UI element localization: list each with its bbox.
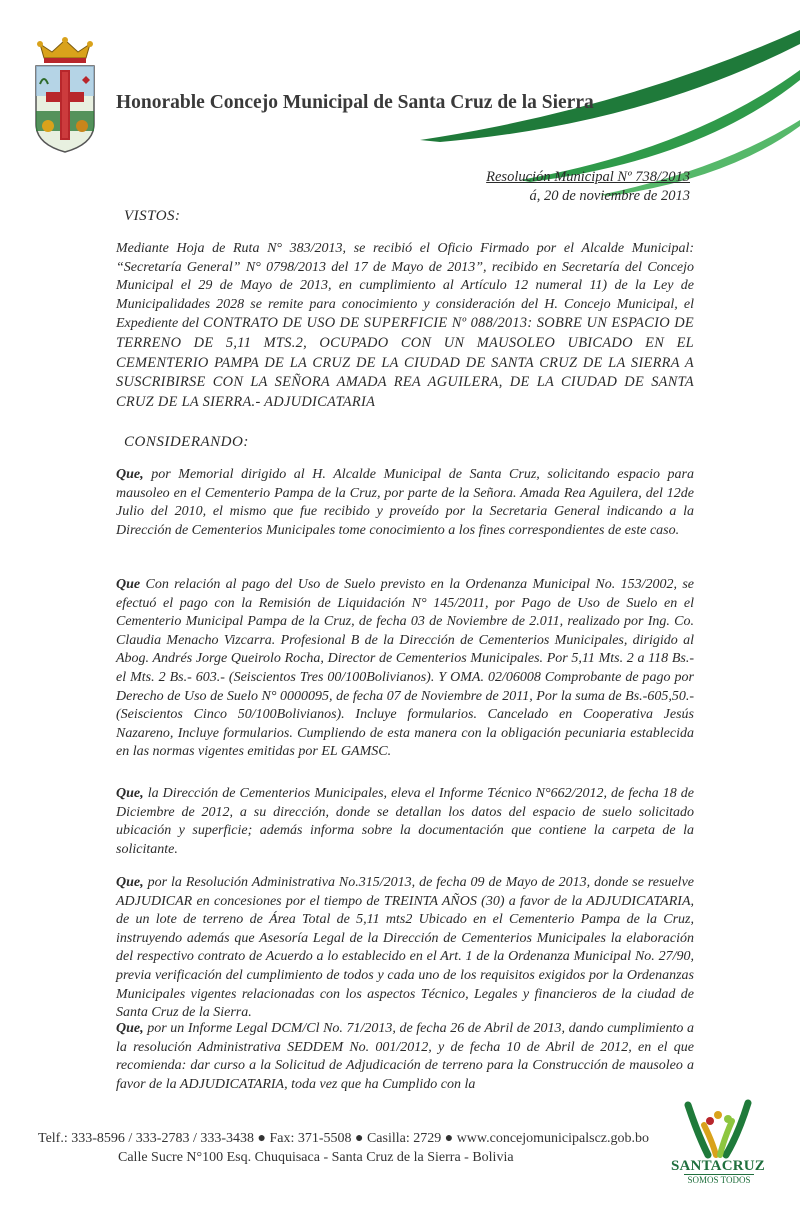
footer-address-line: Calle Sucre N°100 Esq. Chuquisaca - Santa Cruz de la Sierra - Bolivia <box>118 1150 514 1165</box>
council-name: Honorable Concejo Municipal de Santa Cruz de la Sierra <box>116 92 594 113</box>
considerando-paragraph <box>116 1020 694 1094</box>
contract-description: CONTRATO DE USO DE SUPERFICIE Nº 088/2013: SOBRE UN ESPACIO DE TERRENO DE 5,11 MTS.2, OCUPADO CON UN MAUSOLEO UBICADO EN EL CEMENTERIO PAMPA DE LA CRUZ DE LA CIUDAD DE SANTA CRUZ DE LA SIERRA A SUSCRIBIRSE CON LA SEÑORA AMADA REA AGUILERA, DE LA CIUDAD DE SANTA CRUZ DE LA SIERRA.- ADJUDICATARIA <box>116 315 695 410</box>
paragraph-lead: Que <box>116 577 141 592</box>
resolution-number: Resolución Municipal Nº 738/2013 <box>486 169 690 185</box>
santa-cruz-wordmark: SANTACRUZ <box>670 1158 766 1174</box>
vistos-heading: VISTOS: <box>124 208 181 224</box>
paragraph-text: por un Informe Legal DCM/Cl No. 71/2013, de fecha 26 de Abril de 2013, dando cumplimiento a la resolución Administrativa SEDDEM No. 001/2012, y de fecha 10 de Abril de 2012, en el que recomienda: dar curso a la Solicitud de Adjudicación de terreno para la Construcción de mausoleo a favor de la ADJUDICATARIA, toda vez que ha Cumplido con la <box>116 1021 694 1092</box>
considerando-paragraph <box>116 785 694 859</box>
paragraph-lead: Que, <box>116 875 144 890</box>
vistos-paragraph <box>116 240 694 412</box>
coat-of-arms-logo <box>22 36 108 156</box>
paragraph-text: Con relación al pago del Uso de Suelo previsto en la Ordenanza Municipal No. 153/2002, se efectuó el pago con la Remisión de Liquidación N° 145/2011, por Pago de Uso de Suelo en el Cementerio Municipal Pampa de la Cruz, de fecha 03 de Noviembre de 2.011, realizado por Ing. Co. Claudia Menacho Vizcarra. Profesional B de la Dirección de Cementerios Municipales, dirigido al Abog. Andrés Jorge Queirolo Rocha, Director de Cementerios Municipales. Por 5,11 Mts. 2 a 118 Bs.- el Mts. 2 Bs.- 603.- (Seiscientos Tres 00/100Bolivianos). Y OMA. 02/06008 Comprobante de pago por Derecho de Uso de Suelo N° 0000095, de fecha 07 de Noviembre de 2011, Por la suma de Bs.-605,50.- (Seiscientos Cinco 50/100Bolivianos). Incluye formularios. Cancelado en Cooperativa Jesús Nazareno, Incluye formularios. Cumpliendo de esta manera con la obligación pecuniaria establecida en las normas vigentes emitidas por EL GAMSC. <box>116 577 694 760</box>
crown-icon <box>37 37 93 63</box>
footer-contact-line: Telf.: 333-8596 / 333-2783 / 333-3438 ● Fax: 371-5508 ● Casilla: 2729 ● www.concejomunicipalscz.gob.bo <box>38 1131 650 1146</box>
santa-cruz-tagline: SOMOS TODOS <box>684 1174 754 1185</box>
considerando-paragraph <box>116 466 694 540</box>
paragraph-text: por la Resolución Administrativa No.315/2013, de fecha 09 de Mayo de 2013, donde se resuelve ADJUDICAR en concesiones por el tiempo de TREINTA AÑOS (30) a favor de la ADJUDICATARIA, de un lote de terreno de Área Total de 5,11 mts2 Ubicado en el Cementerio Pampa de la Cruz, instruyendo además que Asesoría Legal de la Dirección de Cementerios Municipales la elaboración del respectivo contrato de Acuerdo a lo establecido en el Art. 1 de la Ordenanza Municipal No. 27/90, previa verificación del cumplimiento de todos y cada uno de los requisitos exigidos por la Ordenanzas Municipales vigentes relacionadas con los aspectos Técnico, Legales y financieros de la ciudad de Santa Cruz de la Sierra. <box>116 875 694 1021</box>
paragraph-text: por Memorial dirigido al H. Alcalde Municipal de Santa Cruz, solicitando espacio para mausoleo en el Cementerio Pampa de la Cruz, por parte de la Señora. Amada Rea Aguilera, del 12de Julio del 2010, el mismo que fue recibido y proveído por la Secretaria General indicando a la Dirección de Cementerios Municipales tome conocimiento a los fines correspondientes de este caso. <box>116 467 695 538</box>
considerando-paragraph <box>116 874 694 1023</box>
paragraph-text: la Dirección de Cementerios Municipales, eleva el Informe Técnico N°662/2012, de fecha 18 de Diciembre de 2012, a su dirección, donde se detallan los datos del espacio de suelo solicitado ubicación y superficie; además informa sobre la documentación que contiene la carpeta de la solicitante. <box>116 786 695 857</box>
resolution-date: á, 20 de noviembre de 2013 <box>529 188 690 204</box>
paragraph-lead: Que, <box>116 467 144 482</box>
vistos-text: Mediante Hoja de Ruta N° 383/2013, se recibió el Oficio Firmado por el Alcalde Municipal: “Secretaría General” N° 0798/2013 del 17 de Mayo de 2013”, recibido en Secretaría del Concejo Municipal el 29 de Mayo de 2013, en cumplimiento al Artículo 12 numeral 11) de la Ley de Municipalidades 2028 se remite para conocimiento y consideración del H. Concejo Municipal, el Expediente del <box>116 241 694 332</box>
considerando-paragraph <box>116 576 694 762</box>
paragraph-lead: Que, <box>116 786 144 801</box>
considerando-heading: CONSIDERANDO: <box>124 434 249 450</box>
paragraph-lead: Que, <box>116 1021 144 1036</box>
